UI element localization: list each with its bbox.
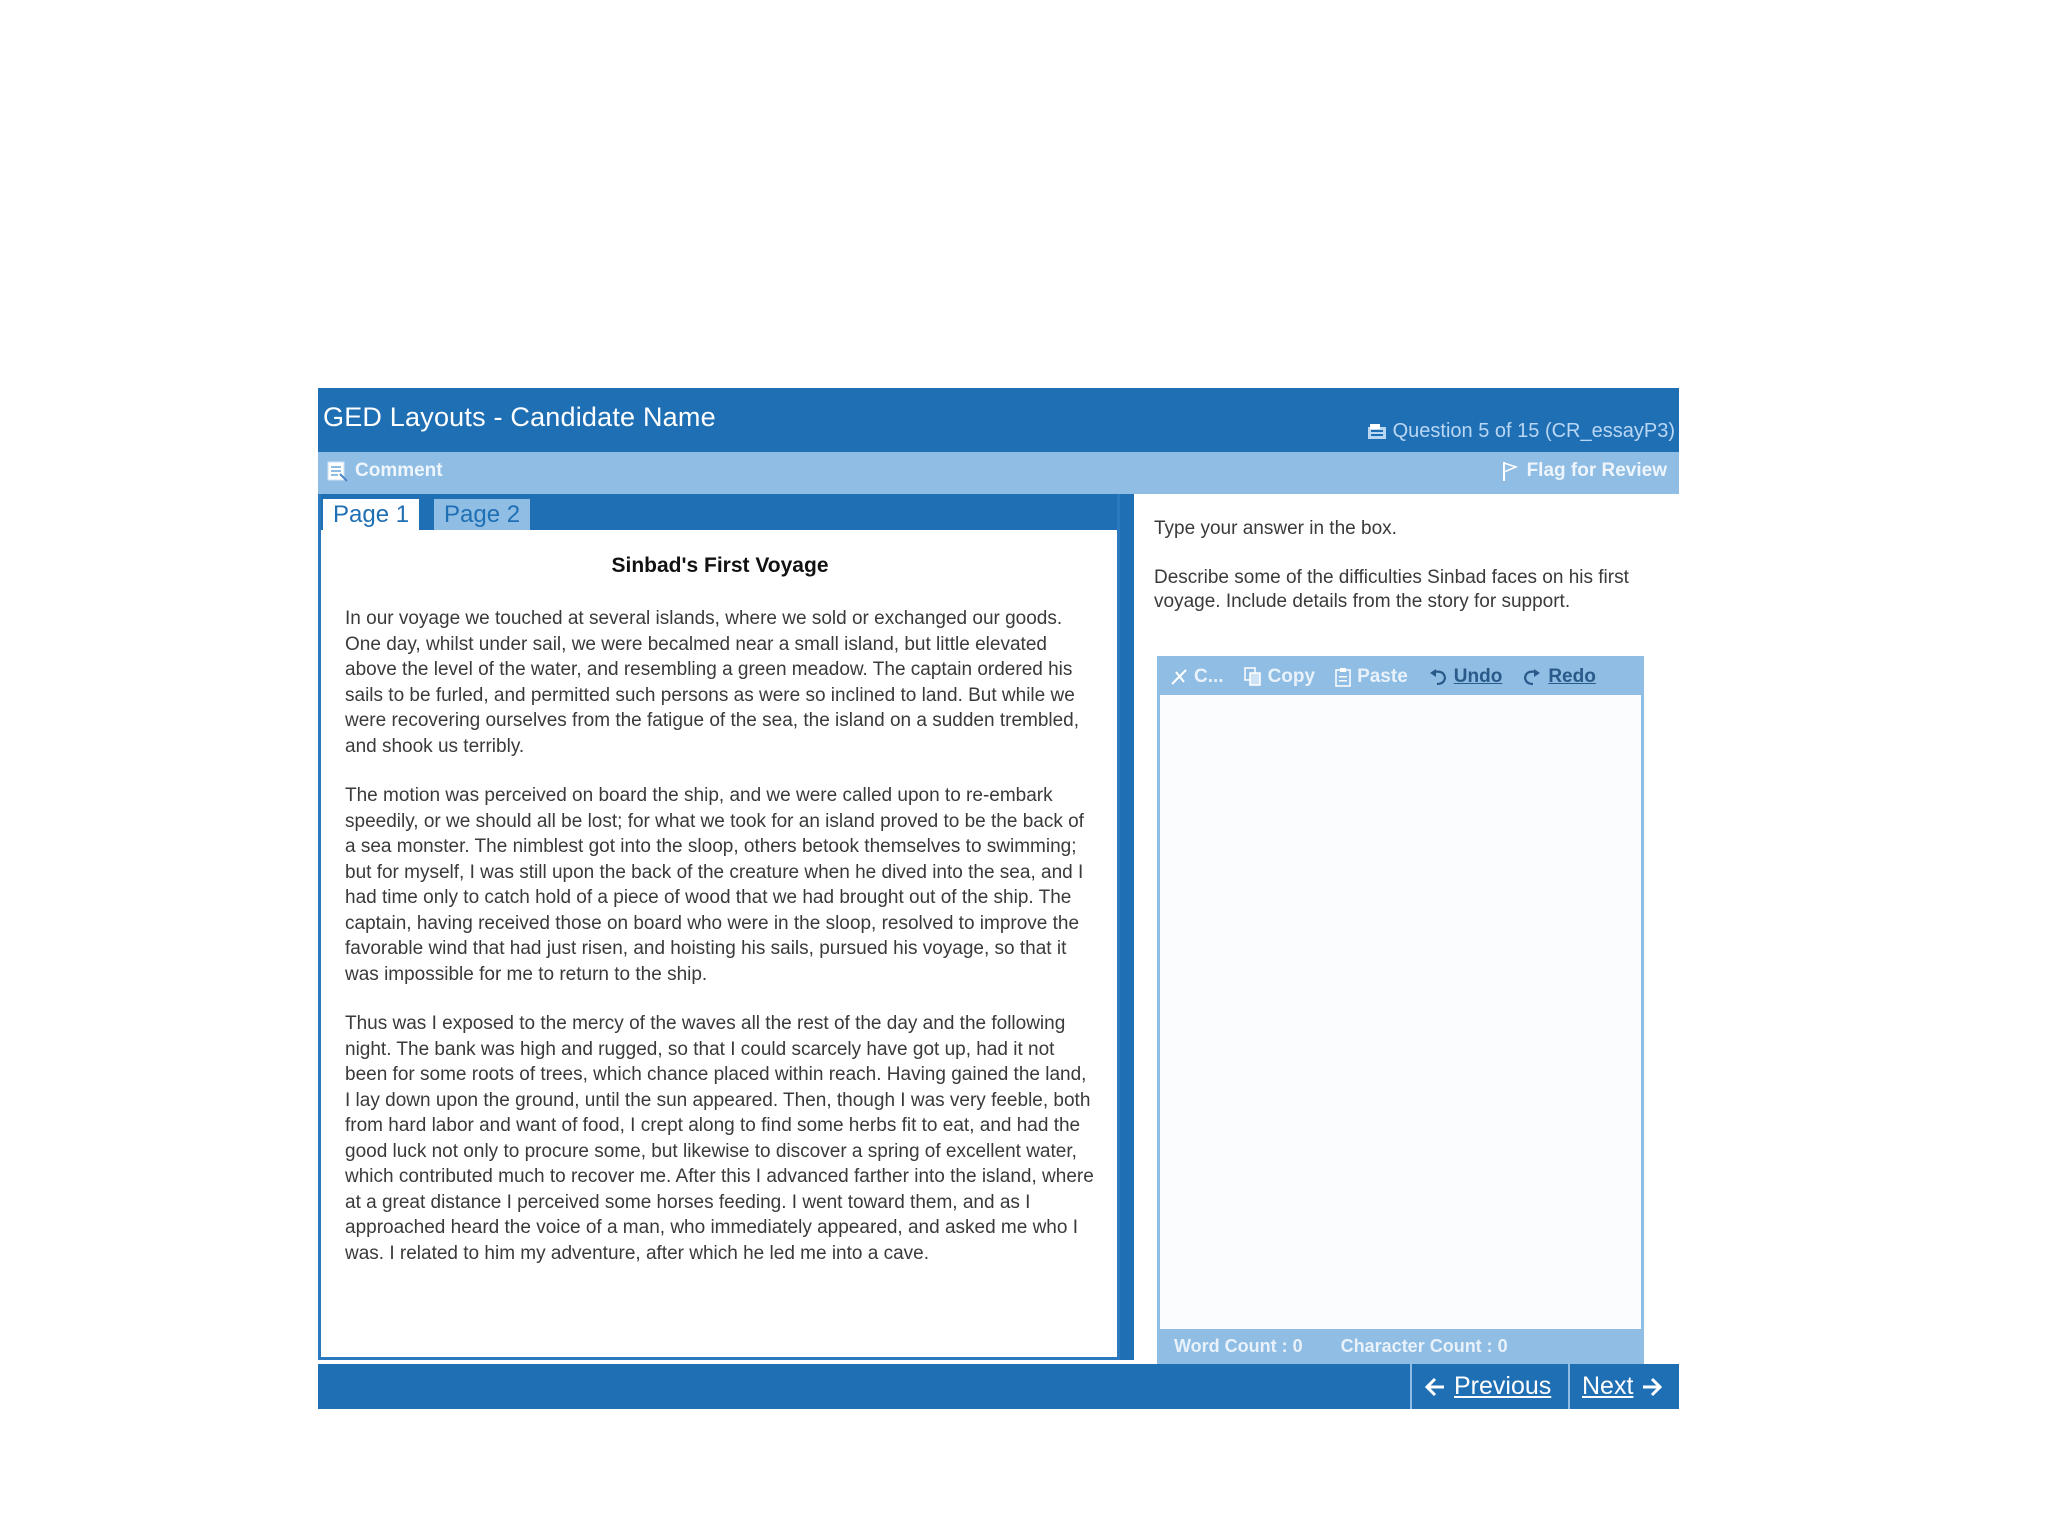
redo-button[interactable]	[1512, 666, 1606, 688]
passage-title: Sinbad's First Voyage	[611, 554, 829, 577]
pane-divider[interactable]	[1120, 494, 1134, 1360]
navigation-bar	[318, 1364, 1679, 1409]
previous-label: Previous	[1454, 1372, 1552, 1400]
undo-button[interactable]	[1418, 666, 1513, 688]
cut-label: C...	[1194, 666, 1224, 687]
count-bar	[1160, 1329, 1641, 1363]
flag-icon	[1500, 460, 1520, 482]
word-count: Word Count : 0	[1174, 1335, 1303, 1356]
copy-button[interactable]	[1234, 666, 1326, 688]
comment-icon	[326, 460, 348, 482]
next-label: Next	[1582, 1372, 1634, 1400]
response-pane	[1154, 494, 1679, 1360]
flag-for-review-button[interactable]	[1500, 460, 1667, 482]
window-title: GED Layouts - Candidate Name	[323, 402, 716, 432]
comment-button[interactable]	[326, 460, 443, 482]
passage-content	[345, 554, 1095, 1290]
tool-bar	[318, 452, 1679, 494]
cut-button[interactable]	[1160, 666, 1234, 688]
page-tabs	[321, 494, 1117, 530]
arrow-right-icon	[1641, 1376, 1663, 1398]
question-info	[1367, 420, 1675, 443]
scissors-icon	[1170, 668, 1188, 686]
passage-paragraph: The motion was perceived on board the ship, and we were called upon to re-embark speedily, or we should all be lost; for what we took for an island proved to be the back of a sea monster. The nimblest got into the sloop, others betook themselves to swimming; but for myself, I was still upon the back of the creature when he dived into the sea, and I had time only to catch hold of a piece of wood that we had brought out of the ship. The captain, having received those on board who were in the sloop, resolved to improve the favorable wind that had just risen, and hoisting his sails, pursued his voyage, so that it was impossible for me to return to the ship.	[345, 785, 1084, 985]
test-window	[318, 388, 1679, 1409]
character-count: Character Count : 0	[1340, 1335, 1508, 1356]
tab-page-2[interactable]: Page 2	[434, 499, 530, 530]
next-button[interactable]	[1568, 1364, 1679, 1409]
redo-label: Redo	[1548, 666, 1596, 687]
editor-toolbar	[1160, 659, 1641, 695]
question-prompt: Describe some of the difficulties Sinbad faces on his first voyage. Include details from the story for support.	[1154, 567, 1629, 612]
previous-button[interactable]	[1410, 1364, 1568, 1409]
copy-label: Copy	[1267, 666, 1316, 687]
undo-label: Undo	[1453, 666, 1503, 687]
answer-instruction: Type your answer in the box.	[1154, 518, 1397, 539]
copy-icon	[1244, 667, 1262, 687]
passage-paragraph: In our voyage we touched at several islands, where we sold or exchanged our goods. One day, whilst under sail, we were becalmed near a small island, but little elevated above the level of the water, and resembling a green meadow. The captain ordered his sails to be furled, and permitted such persons as were so inclined to land. But while we were recovering ourselves from the fatigue of the sea, the island on a sudden trembled, and shook us terribly.	[345, 608, 1080, 757]
answer-textarea[interactable]	[1160, 695, 1641, 1329]
question-info-text: Question 5 of 15 (CR_essayP3)	[1392, 420, 1675, 442]
paste-button[interactable]	[1325, 666, 1418, 688]
question-list-icon	[1367, 423, 1387, 441]
paste-icon	[1335, 667, 1351, 687]
undo-icon	[1428, 668, 1448, 686]
passage-pane	[318, 494, 1120, 1360]
arrow-left-icon	[1424, 1376, 1446, 1398]
essay-editor	[1157, 656, 1644, 1366]
tab-page-1[interactable]: Page 1	[323, 499, 419, 530]
flag-label: Flag for Review	[1526, 460, 1667, 481]
comment-label: Comment	[355, 460, 443, 481]
redo-icon	[1522, 668, 1542, 686]
paste-label: Paste	[1357, 666, 1408, 687]
title-bar	[318, 388, 1679, 452]
passage-paragraph: Thus was I exposed to the mercy of the waves all the rest of the day and the following night. The bank was high and rugged, so that I could scarcely have got up, had it not been for some roots of trees, which chance placed within reach. Having gained the land, I lay down upon the ground, until the sun appeared. Then, though I was very feeble, both from hard labor and want of food, I crept along to find some herbs fit to eat, and had the good luck not only to procure some, but likewise to discover a spring of excellent water, which contributed much to recover me. After this I advanced farther into the island, where at a great distance I perceived some horses feeding. I went toward them, and as I approached heard the voice of a man, who immediately appeared, and asked me who I was. I related to him my adventure, after which he led me into a cave.	[345, 1013, 1094, 1264]
